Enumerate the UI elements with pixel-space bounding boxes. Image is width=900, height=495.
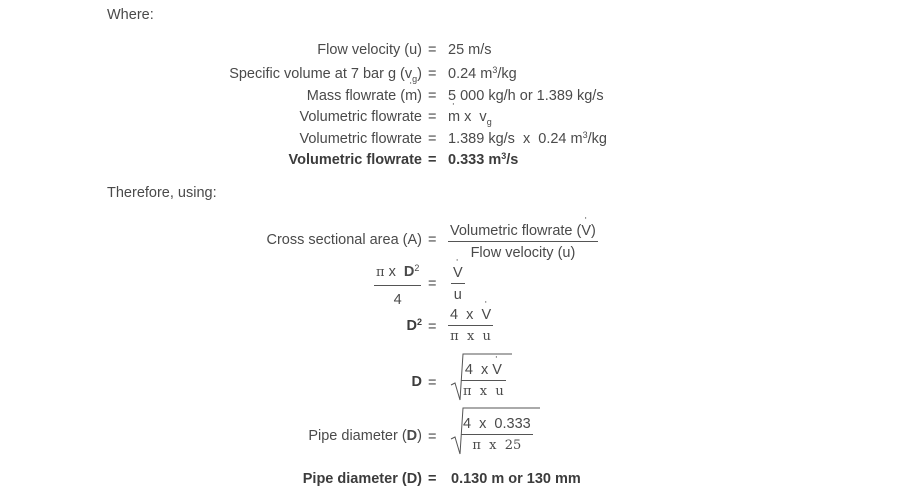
pipe-diameter-root-fraction xyxy=(461,415,533,455)
flow-velocity-value: 25 m/s xyxy=(448,42,492,58)
volumetric-flowrate-result-value: 0.333 $m^3/s$ xyxy=(448,151,519,168)
equals-sign: = xyxy=(428,109,437,125)
fraction-numerator: π x $D^2$ xyxy=(376,263,420,280)
d-root-fraction xyxy=(461,361,506,401)
mass-flowrate-value: 5 000 kg/h or 1.389 kg/s xyxy=(448,88,604,104)
equals-sign: = xyxy=(428,66,437,82)
pipe-diameter-result-value: 0.130 m or 130 mm xyxy=(451,471,581,487)
where-heading: Where: xyxy=(107,7,154,23)
cross-sectional-area-label: Cross sectional area (A) xyxy=(266,232,422,248)
equals-sign: = xyxy=(428,319,437,335)
d-label: D xyxy=(411,374,422,390)
equals-sign: = xyxy=(428,471,437,487)
pipe-diameter-result-label: Pipe diameter (D) xyxy=(302,471,422,487)
fraction-bar xyxy=(461,434,533,435)
volumetric-flowrate-formula: ˙ m x $v_g$ xyxy=(448,108,492,126)
fraction-numerator: ˙ V xyxy=(451,264,465,282)
fraction-bar xyxy=(448,241,598,242)
equals-sign: = xyxy=(428,375,437,391)
d-squared-label: $D^2$ xyxy=(406,317,422,334)
fraction-numerator: 4 x ˙ V xyxy=(461,361,506,379)
equals-sign: = xyxy=(428,131,437,147)
therefore-heading: Therefore, using: xyxy=(107,185,217,201)
equals-sign: = xyxy=(428,88,437,104)
volumetric-flowrate-result-label: Volumetric flowrate xyxy=(288,152,422,168)
fraction-bar xyxy=(374,285,421,286)
equals-sign: = xyxy=(428,42,437,58)
volumetric-flowrate-label: Volumetric flowrate xyxy=(299,109,422,125)
volumetric-flowrate-label: Volumetric flowrate xyxy=(299,131,422,147)
v-over-u-fraction xyxy=(451,264,465,304)
fraction-denominator: u xyxy=(453,287,462,303)
fraction-numerator: Volumetric flowrate (˙ V) xyxy=(448,222,598,240)
fraction-denominator: Flow velocity (u) xyxy=(470,245,576,261)
pipe-diameter-label: Pipe diameter (D) xyxy=(308,428,422,444)
volumetric-flowrate-substitution: 1.389 kg/s x 0.24 $m^3/kg$ xyxy=(448,130,607,147)
equals-sign: = xyxy=(428,152,437,168)
fraction-numerator: 4 x ˙ V xyxy=(448,306,493,324)
equals-sign: = xyxy=(428,276,437,292)
pi-d-squared-fraction xyxy=(374,263,421,309)
equals-sign: = xyxy=(428,429,437,445)
cross-sectional-area-fraction xyxy=(448,222,598,262)
d-squared-fraction xyxy=(448,306,493,346)
fraction-denominator: 4 xyxy=(393,292,402,308)
mass-flowrate-label: Mass flowrate (˙ m) xyxy=(307,87,422,105)
equals-sign: = xyxy=(428,232,437,248)
fraction-bar xyxy=(448,325,493,326)
fraction-denominator: π x u xyxy=(450,329,491,344)
fraction-bar xyxy=(451,283,465,284)
fraction-denominator: π x 25 xyxy=(472,438,522,453)
fraction-bar xyxy=(461,380,506,381)
flow-velocity-label: Flow velocity (u) xyxy=(317,42,422,58)
fraction-numerator: 4 x 0.333 xyxy=(463,416,531,432)
specific-volume-value: 0.24 $m^3/kg$ xyxy=(448,65,517,82)
fraction-denominator: π x u xyxy=(463,384,504,399)
specific-volume-label: Specific volume at 7 bar g $(v_g)$ xyxy=(229,66,422,84)
